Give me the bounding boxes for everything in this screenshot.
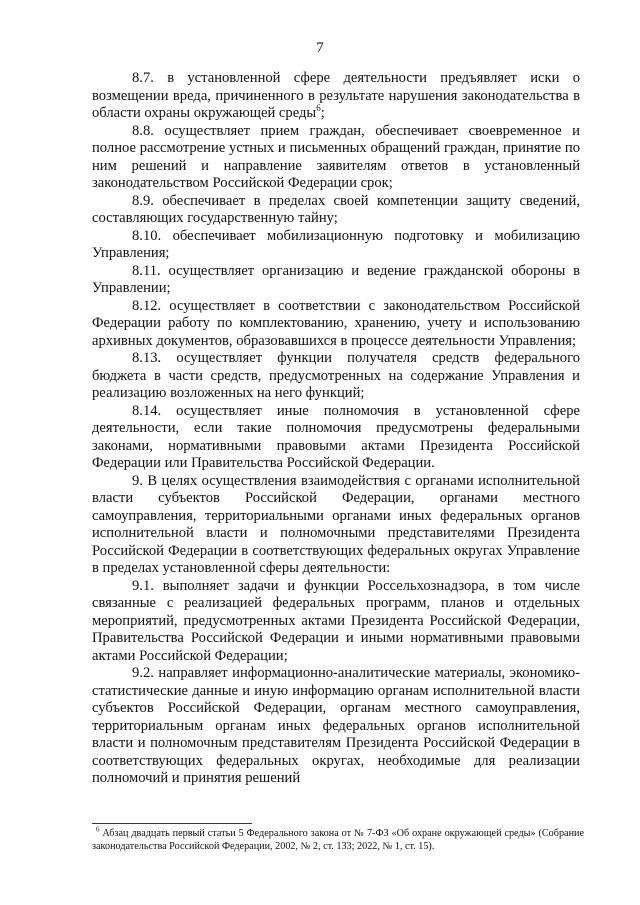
- paragraph-8-8: 8.8. осуществляет прием граждан, обеспечивает своевременное и полное рассмотрение устных и письменных обращений граждан, принятие по ним решений и направление заявителям ответов в установленный законодательством Российской Федерации срок;: [92, 122, 580, 191]
- paragraph-8-14: 8.14. осуществляет иные полномочия в установленной сфере деятельности, если такие полномочия предусмотрены федеральными законами, нормативными правовыми актами Президента Российской Федерации или Правительства Российской Федерации.: [92, 402, 580, 471]
- paragraph-8-13: 8.13. осуществляет функции получателя средств федерального бюджета в части средств, предусмотренных на содержание Управления и реализацию возложенных на него функций;: [92, 350, 580, 401]
- footnote-divider: [92, 823, 252, 824]
- paragraph-9: 9. В целях осуществления взаимодействия с органами исполнительной власти субъектов Российской Федерации, органами местного самоуправления, территориальными органами иных федеральных органов исполнительной власти и полномочными представителями Президента Российской Федерации в соответствующих федеральных округах Управление в пределах установленной сферы деятельности:: [92, 472, 580, 576]
- body-text: [92, 70, 580, 788]
- paragraph-8-7: 8.7. в установленной сфере деятельности предъявляет иски о возмещении вреда, причиненного в результате нарушения законодательства в области охраны окружающей среды$^6$;: [92, 70, 580, 121]
- paragraph-9-1: 9.1. выполняет задачи и функции Россельхознадзора, в том числе связанные с реализацией федеральных программ, планов и отдельных мероприятий, предусмотренных актами Президента Российской Федерации, Правительства Российской Федерации и иными нормативными правовыми актами Российской Федерации;: [92, 577, 580, 664]
- footnote-text: Абзац двадцать первый статьи 5 Федерального закона от № 7-ФЗ «Об охране окружающей среды» (Собрание законодательства Российской Федерации, 2002, № 2, ст. 133; 2022, № 1, ст. 15).: [92, 828, 584, 852]
- footnote: [92, 827, 584, 853]
- paragraph-8-11: 8.11. осуществляет организацию и ведение гражданской обороны в Управлении;: [92, 262, 580, 296]
- paragraph-8-9: 8.9. обеспечивает в пределах своей компетенции защиту сведений, составляющих государственную тайну;: [92, 192, 580, 226]
- footnote-reference: 6: [316, 103, 321, 114]
- paragraph-8-12: 8.12. осуществляет в соответствии с законодательством Российской Федерации работу по комплектованию, хранению, учету и использованию архивных документов, образовавшихся в процессе деятельности Управления;: [92, 297, 580, 349]
- page-number: 7: [316, 40, 324, 56]
- footnote-marker: 6: [96, 825, 100, 834]
- paragraph-8-10: 8.10. обеспечивает мобилизационную подготовку и мобилизацию Управления;: [92, 227, 580, 261]
- paragraph-9-2: 9.2. направляет информационно-аналитические материалы, экономико-статистические данные и иную информацию органам исполнительной власти субъектов Российской Федерации, органам местного самоуправления, территориальным органам иных федеральных органов исполнительной власти и полномочным представителям Президента Российской Федерации в соответствующих федеральных округах, необходимые для реализации полномочий и принятия решений: [92, 665, 580, 786]
